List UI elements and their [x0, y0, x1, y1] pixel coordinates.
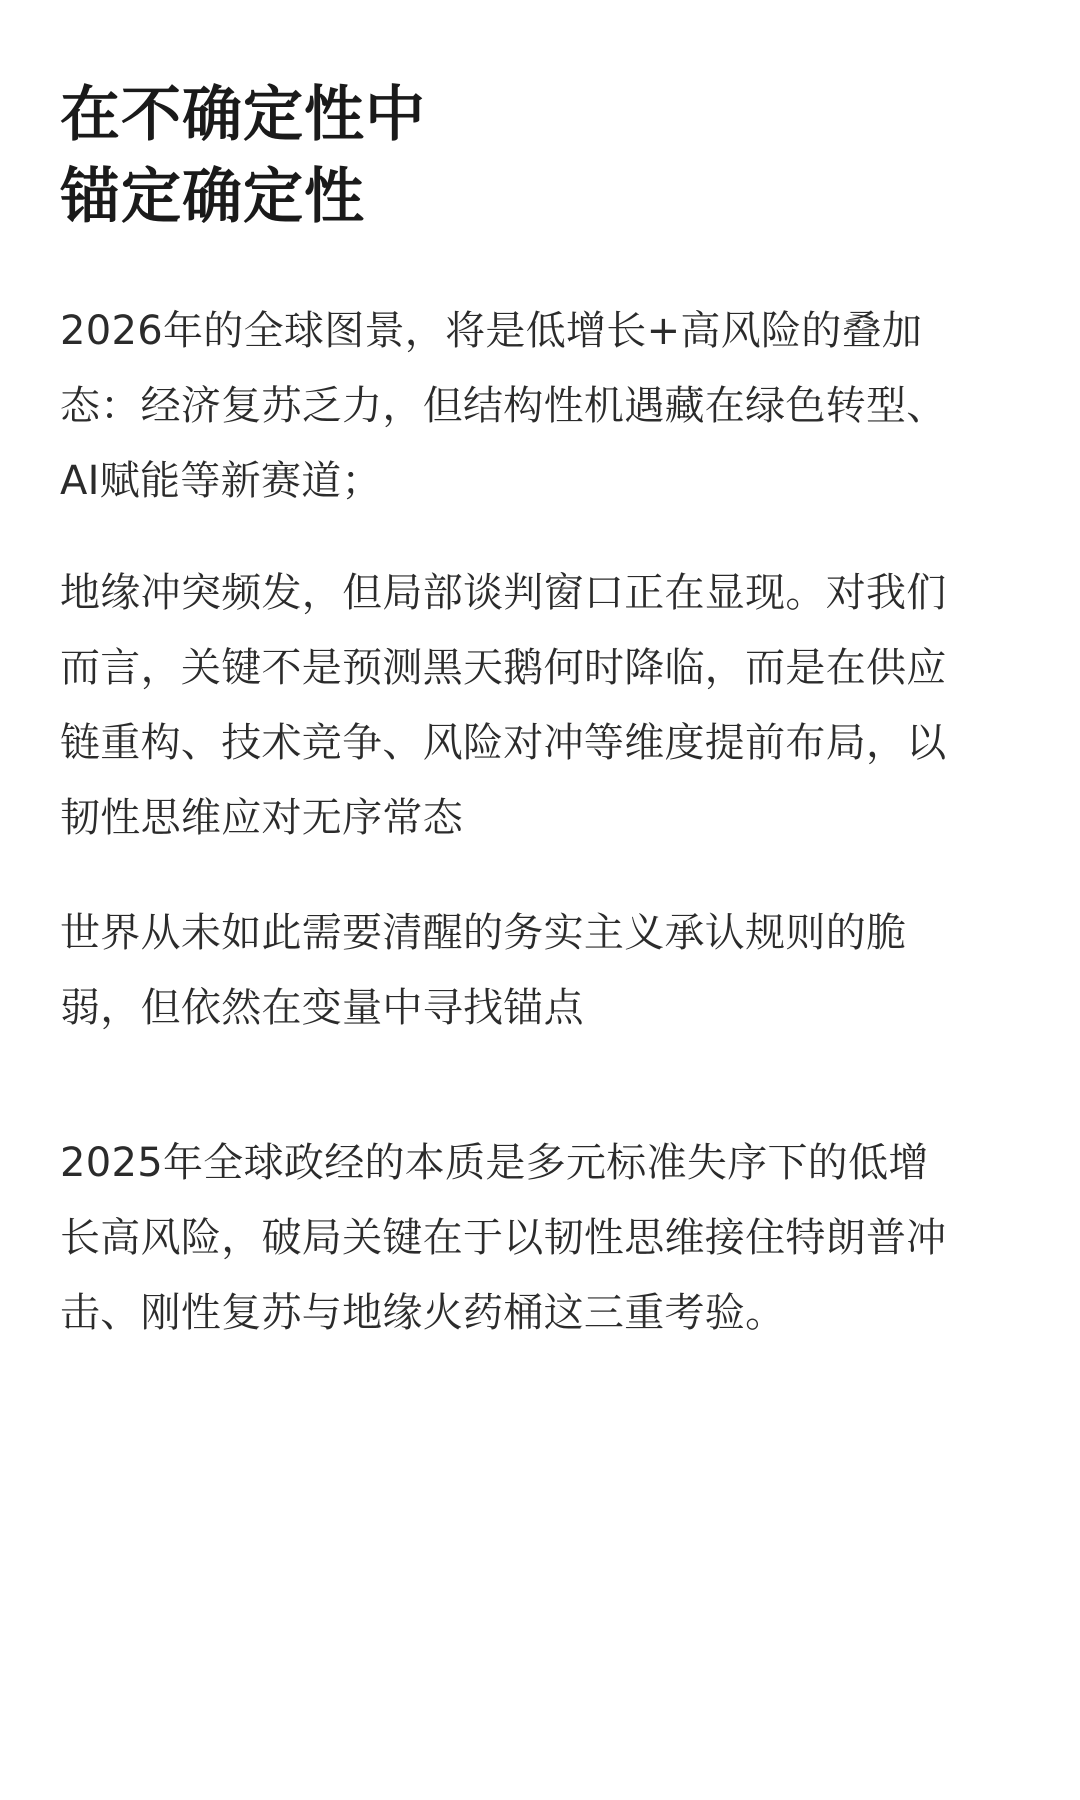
- paragraph-line: 链重构、技术竞争、风险对冲等维度提前布局，以: [60, 720, 947, 766]
- paragraph-line: 态：经济复苏乏力，但结构性机遇藏在绿色转型、: [60, 383, 947, 429]
- paragraph-line: 击、刚性复苏与地缘火药桶这三重考验。: [60, 1290, 786, 1336]
- paragraph-review-2025: [60, 1126, 1020, 1351]
- paragraph-line: 2025年全球政经的本质是多元标准失序下的低增: [60, 1140, 929, 1186]
- paragraph-line: 弱，但依然在变量中寻找锚点: [60, 985, 584, 1031]
- title-line: 锚定确定性: [60, 162, 365, 232]
- paragraph-line: 2026年的全球图景，将是低增长+高风险的叠加: [60, 308, 923, 354]
- paragraph-line: AI赋能等新赛道；: [60, 458, 382, 504]
- paragraph-line: 世界从未如此需要清醒的务实主义承认规则的脆: [60, 910, 907, 956]
- paragraph-line: 地缘冲突频发，但局部谈判窗口正在显现。对我们: [60, 570, 947, 616]
- title-line: 在不确定性中: [60, 80, 426, 150]
- paragraph-line: 而言，关键不是预测黑天鹅何时降临，而是在供应: [60, 645, 947, 691]
- paragraph-pragmatism: [60, 896, 1020, 1046]
- paragraph-outlook-2026: [60, 294, 1020, 519]
- paragraph-geopolitics: [60, 556, 1020, 856]
- paragraph-line: 长高风险，破局关键在于以韧性思维接住特朗普冲: [60, 1215, 947, 1261]
- page-title: [60, 74, 1020, 238]
- paragraph-line: 韧性思维应对无序常态: [60, 795, 463, 841]
